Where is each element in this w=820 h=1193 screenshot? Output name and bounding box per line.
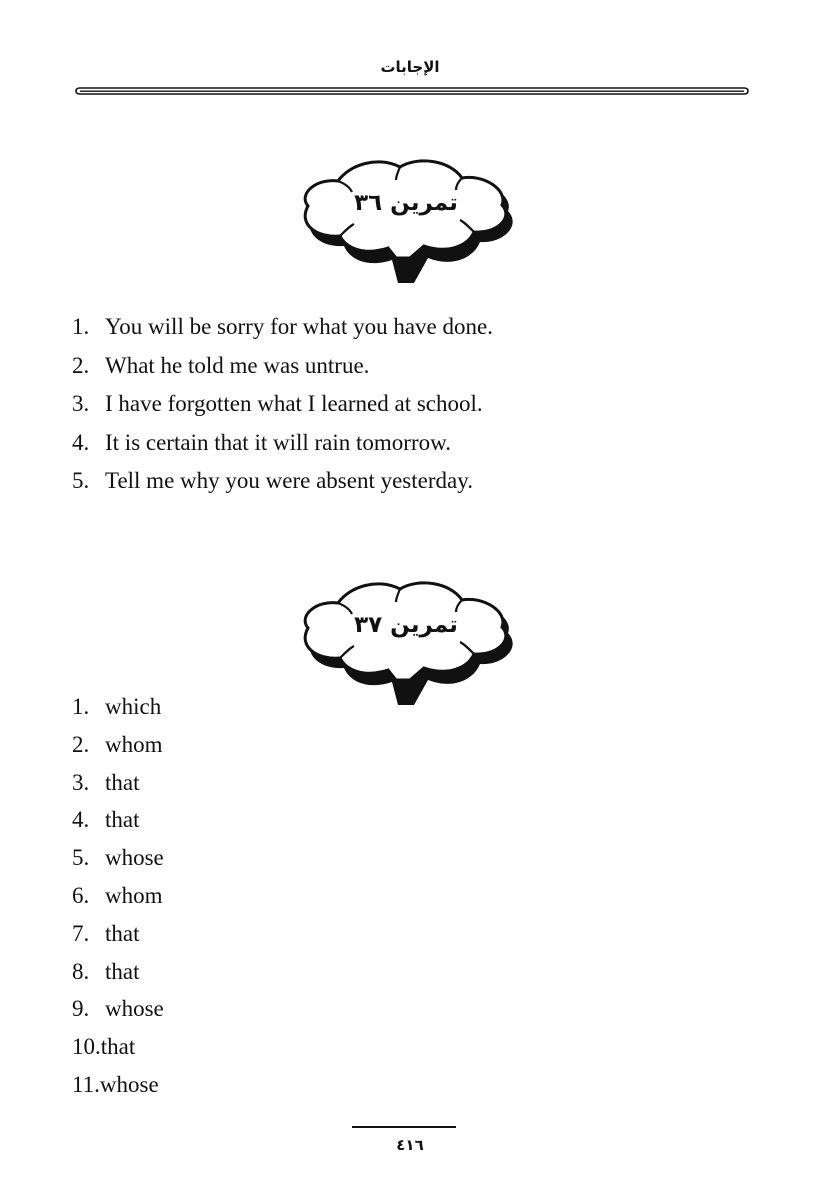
list-item xyxy=(72,842,164,880)
page-number: ٤١٦ xyxy=(396,1136,424,1154)
item-text: that xyxy=(105,769,140,795)
item-number: 4. xyxy=(72,807,90,833)
item-number: 4. xyxy=(72,429,90,455)
list-item xyxy=(72,767,164,805)
item-number: 9. xyxy=(72,996,90,1022)
item-number: 5. xyxy=(72,468,90,493)
item-text: whose xyxy=(105,996,164,1022)
exercise-36-answer-list xyxy=(72,311,493,504)
list-item xyxy=(72,880,164,918)
item-text: I have forgotten what I learned at school. xyxy=(105,391,483,416)
item-number: 2. xyxy=(72,352,90,378)
exercise-36-cloud-badge xyxy=(298,156,514,284)
header-double-rule xyxy=(74,86,750,98)
list-item xyxy=(72,956,164,994)
list-item xyxy=(72,729,164,767)
item-text: which xyxy=(105,694,162,719)
item-text: that xyxy=(105,807,140,833)
item-text: What he told me was untrue. xyxy=(105,352,370,378)
item-number: 7. xyxy=(72,920,90,946)
item-number: 5. xyxy=(72,845,90,871)
item-number: 11. xyxy=(72,1071,100,1097)
item-text: whom xyxy=(105,882,163,908)
list-item xyxy=(72,350,493,389)
item-number: 1. xyxy=(72,694,90,719)
item-text: whom xyxy=(105,731,163,757)
list-item xyxy=(72,691,164,729)
list-item xyxy=(72,918,164,956)
cloud-tree-icon xyxy=(298,156,514,284)
item-number: 3. xyxy=(72,769,90,795)
exercise-37-label: تمرين ٣٧ xyxy=(354,612,458,638)
item-number: 3. xyxy=(72,391,90,416)
list-item xyxy=(72,1031,164,1069)
item-text: Tell me why you were absent yesterday. xyxy=(105,468,473,493)
list-item xyxy=(72,993,164,1031)
item-text: that xyxy=(100,1034,136,1060)
footer-rule xyxy=(352,1126,456,1128)
item-number: 1. xyxy=(72,314,90,339)
exercise-37-cloud-badge xyxy=(298,578,514,706)
list-item xyxy=(72,804,164,842)
exercise-37-answer-list xyxy=(72,691,164,1107)
item-number: 6. xyxy=(72,882,90,908)
exercise-36-label: تمرين ٣٦ xyxy=(354,190,458,216)
item-number: 10. xyxy=(72,1034,101,1060)
running-header-title: الإجابات xyxy=(380,58,440,76)
item-number: 2. xyxy=(72,731,90,757)
item-text: You will be sorry for what you have done. xyxy=(105,314,493,339)
item-text: that xyxy=(105,958,140,984)
list-item xyxy=(72,427,493,466)
list-item xyxy=(72,311,493,350)
item-text: whose xyxy=(99,1071,159,1097)
item-text: It is certain that it will rain tomorrow. xyxy=(105,429,451,455)
list-item xyxy=(72,1069,164,1107)
item-text: that xyxy=(105,920,140,946)
list-item xyxy=(72,465,493,504)
item-number: 8. xyxy=(72,958,90,984)
cloud-tree-icon xyxy=(298,578,514,706)
item-text: whose xyxy=(105,845,164,871)
list-item xyxy=(72,388,493,427)
